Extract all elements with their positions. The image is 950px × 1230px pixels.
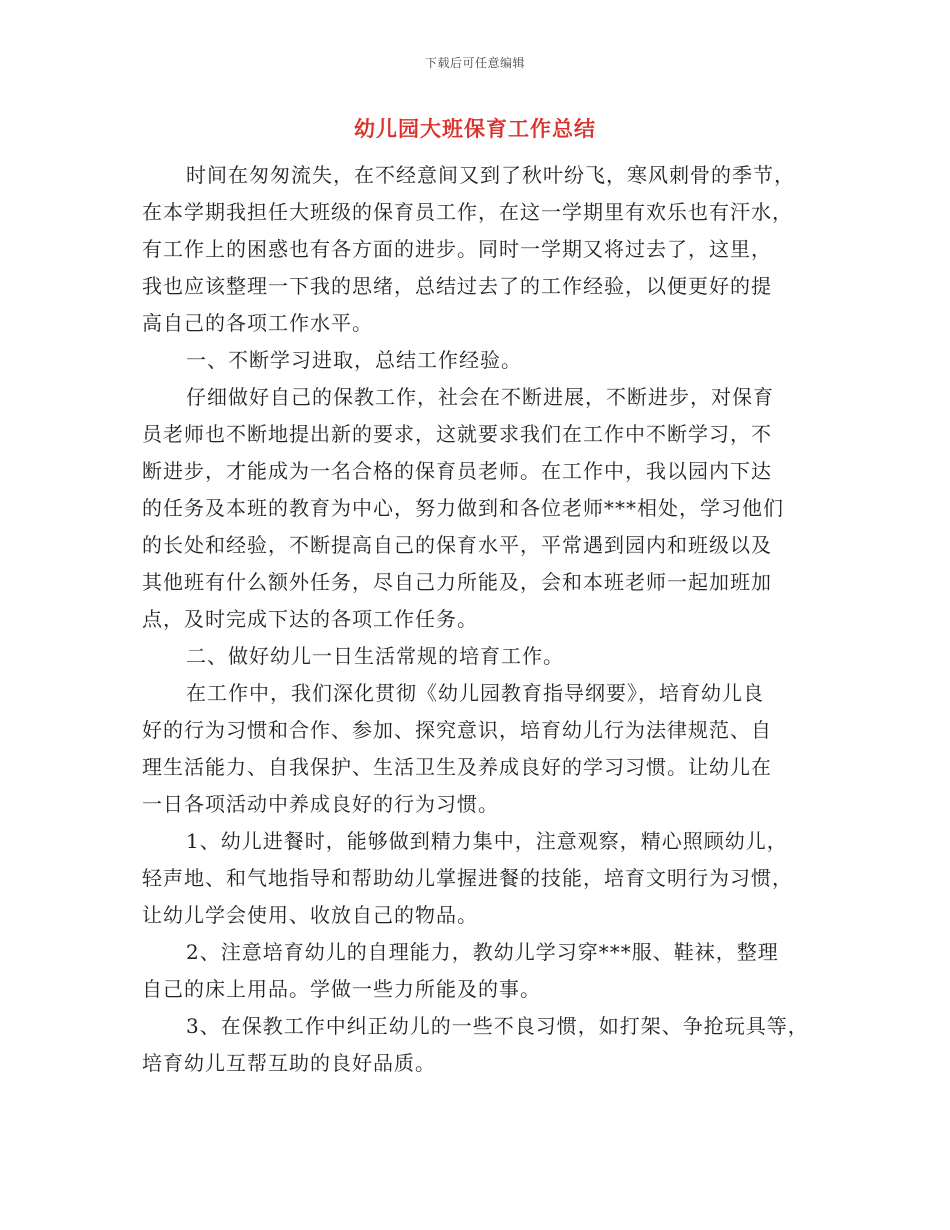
body-text-line: 一、不断学习进取，总结工作经验。 [186, 348, 522, 372]
body-text-line: 让幼儿学会使用、收放自己的物品。 [142, 903, 478, 927]
body-text-line: 3、在保教工作中纠正幼儿的一些不良习惯，如打架、争抢玩具等， [186, 1014, 809, 1038]
body-text-line: 一日各项活动中养成良好的行为习惯。 [142, 792, 499, 816]
body-text-line: 理生活能力、自我保护、生活卫生及养成良好的学习习惯。让幼儿在 [142, 755, 772, 779]
body-text-line: 自己的床上用品。学做一些力所能及的事。 [142, 977, 541, 1001]
body-text-line: 1、幼儿进餐时，能够做到精力集中，注意观察，精心照顾幼儿， [186, 829, 788, 853]
document-body [142, 157, 832, 1082]
body-text-line: 培育幼儿互帮互助的良好品质。 [142, 1051, 436, 1075]
body-text-line: 的长处和经验，不断提高自己的保育水平，平常遇到园内和班级以及 [142, 533, 772, 557]
body-text-line: 高自己的各项工作水平。 [142, 311, 373, 335]
body-text-line: 员老师也不断地提出新的要求，这就要求我们在工作中不断学习，不 [142, 422, 772, 446]
body-text-line: 好的行为习惯和合作、参加、探究意识，培育幼儿行为法律规范、自 [142, 718, 772, 742]
body-text-line: 断进步，才能成为一名合格的保育员老师。在工作中，我以园内下达 [142, 459, 772, 483]
body-text-line: 我也应该整理一下我的思绪，总结过去了的工作经验，以便更好的提 [142, 274, 772, 298]
body-text-line: 在工作中，我们深化贯彻《幼儿园教育指导纲要》，培育幼儿良 [186, 681, 764, 705]
body-text-line: 二、做好幼儿一日生活常规的培育工作。 [186, 644, 564, 668]
page-header-note: 下载后可任意编辑 [424, 56, 525, 70]
body-text-line: 在本学期我担任大班级的保育员工作，在这一学期里有欢乐也有汗水， [142, 200, 793, 224]
body-text-line: 时间在匆匆流失，在不经意间又到了秋叶纷飞，寒风刺骨的季节， [186, 163, 795, 187]
body-text-line: 2、注意培育幼儿的自理能力，教幼儿学习穿***服、鞋袜，整理 [186, 940, 779, 964]
body-text-line: 其他班有什么额外任务，尽自己力所能及，会和本班老师一起加班加 [142, 570, 772, 594]
body-text-line: 点，及时完成下达的各项工作任务。 [142, 607, 478, 631]
body-text-line: 有工作上的困惑也有各方面的进步。同时一学期又将过去了，这里， [142, 237, 772, 261]
body-text-line: 轻声地、和气地指导和帮助幼儿掌握进餐的技能，培育文明行为习惯， [142, 866, 793, 890]
body-text-line: 的任务及本班的教育为中心，努力做到和各位老师***相处，学习他们 [142, 496, 784, 520]
document-title: 幼儿园大班保育工作总结 [354, 116, 596, 141]
body-text-line: 仔细做好自己的保教工作，社会在不断进展，不断进步，对保育 [186, 385, 774, 409]
